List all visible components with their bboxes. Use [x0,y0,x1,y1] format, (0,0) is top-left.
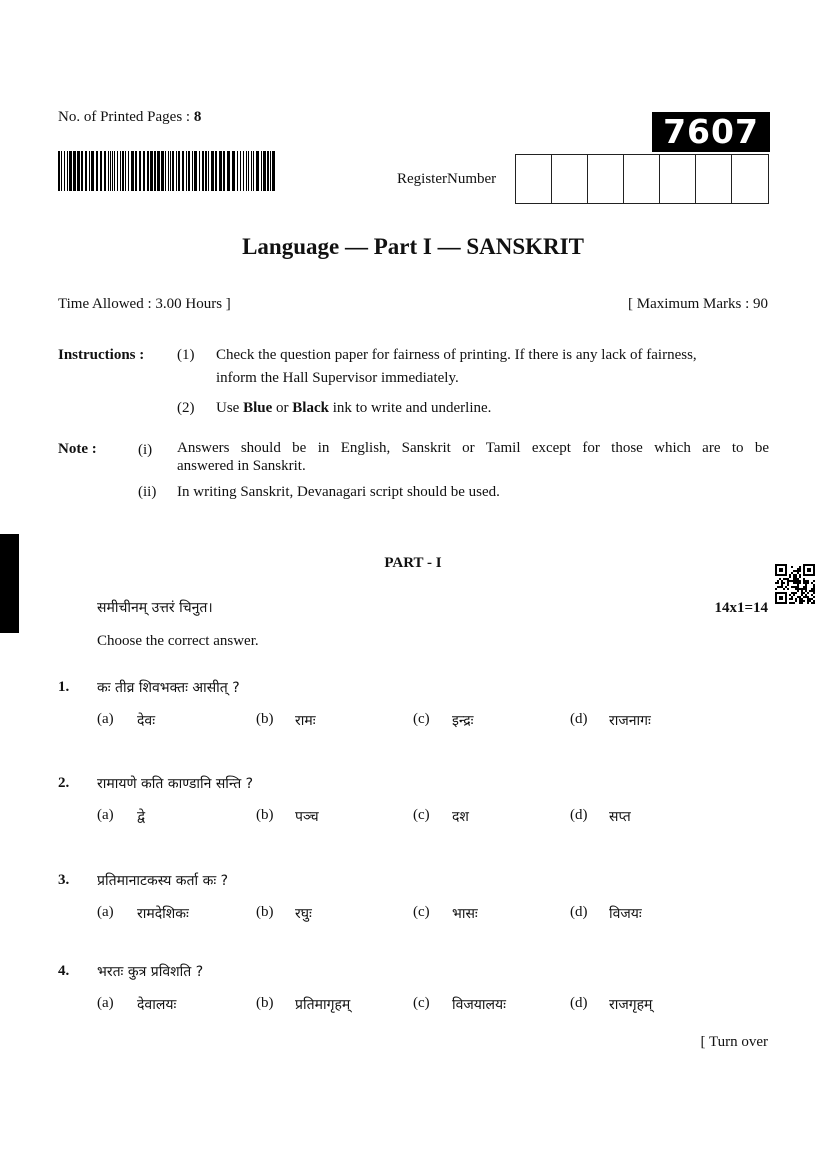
time-allowed: Time Allowed : 3.00 Hours ] [58,296,231,312]
option-text: भासः [452,906,478,922]
instruction-bold-black: Black [292,400,329,416]
option-letter: (a) [97,904,114,920]
option-text: द्वे [137,809,146,825]
note-line: In writing Sanskrit, Devanagari script should be used. [177,484,500,500]
question-number: 4. [58,963,70,979]
option-text: देवालयः [137,997,177,1013]
option-letter: (c) [413,904,430,920]
instruction-number: (1) [177,347,195,363]
question-number: 2. [58,775,70,791]
option-letter: (d) [570,711,588,727]
question-text: कः तीव्र शिवभक्तः आसीत् ? [97,680,240,696]
side-marker-bar [0,534,19,633]
instruction-text-part: ink to write and underline. [328,400,492,416]
option-text: सप्त [609,809,631,825]
option-letter: (b) [256,711,274,727]
note-number: (i) [138,442,153,458]
paper-code: 7607 [652,112,770,152]
option-text: रघुः [295,906,312,922]
question-number: 3. [58,872,70,888]
turn-over: [ Turn over [700,1034,768,1050]
register-digit-box[interactable] [660,155,696,203]
option-text: रामः [295,713,316,729]
register-digit-box[interactable] [552,155,588,203]
maximum-marks: [ Maximum Marks : 90 [628,296,768,312]
option-letter: (c) [413,711,430,727]
instruction-line: inform the Hall Supervisor immediately. [216,370,459,386]
option-text: राजनागः [609,713,651,729]
barcode-icon [58,151,276,191]
instruction-line: Check the question paper for fairness of printing. If there is any lack of fairness, [216,347,697,363]
register-digit-box[interactable] [516,155,552,203]
instruction-text-part: Use [216,400,244,416]
note-line: answered in Sanskrit. [177,458,306,474]
register-number-label: RegisterNumber [397,171,497,187]
sanskrit-instruction: समीचीनम् उत्तरं चिनुत। [97,600,213,616]
part-heading: PART - I [384,555,442,571]
option-letter: (b) [256,995,274,1011]
register-digit-box[interactable] [732,155,768,203]
option-letter: (b) [256,807,274,823]
section-marks: 14x1=14 [714,600,768,616]
note-number: (ii) [138,484,157,500]
register-number-boxes[interactable] [515,154,769,204]
option-text: विजयालयः [452,997,506,1013]
instruction-bold-blue: Blue [243,400,273,416]
instruction-text-part: or [272,400,293,416]
question-number: 1. [58,679,70,695]
option-text: दश [452,809,469,825]
register-digit-box[interactable] [588,155,624,203]
english-instruction: Choose the correct answer. [97,633,259,649]
option-letter: (d) [570,995,588,1011]
instruction-text [216,397,491,420]
option-letter: (d) [570,904,588,920]
option-text: राजगृहम् [609,997,653,1013]
option-letter: (c) [413,807,430,823]
option-letter: (a) [97,711,114,727]
printed-pages [58,109,201,126]
question-text: भरतः कुत्र प्रविशति ? [97,964,204,980]
note-text [177,439,769,475]
register-digit-box[interactable] [624,155,660,203]
instruction-number: (2) [177,400,195,416]
page-title: Language — Part I — SANSKRIT [242,234,584,259]
question-text: प्रतिमानाटकस्य कर्ता कः ? [97,873,229,889]
option-letter: (a) [97,995,114,1011]
option-text: इन्द्रः [452,713,474,729]
register-digit-box[interactable] [696,155,732,203]
option-letter: (c) [413,995,430,1011]
option-text: प्रतिमागृहम् [295,997,351,1013]
note-label: Note : [58,441,97,457]
option-letter: (b) [256,904,274,920]
printed-pages-value: 8 [193,109,202,125]
instruction-text [216,344,772,390]
option-text: रामदेशिकः [137,906,189,922]
option-text: देवः [137,713,156,729]
option-letter: (a) [97,807,114,823]
option-text: विजयः [609,906,642,922]
instructions-label: Instructions : [58,347,145,363]
printed-pages-label: No. of Printed Pages : [58,109,194,125]
option-letter: (d) [570,807,588,823]
option-text: पञ्च [295,809,319,825]
question-text: रामायणे कति काण्डानि सन्ति ? [97,776,254,792]
note-line: Answers should be in English, Sanskrit or Tamil except for those which are to be [177,440,769,456]
